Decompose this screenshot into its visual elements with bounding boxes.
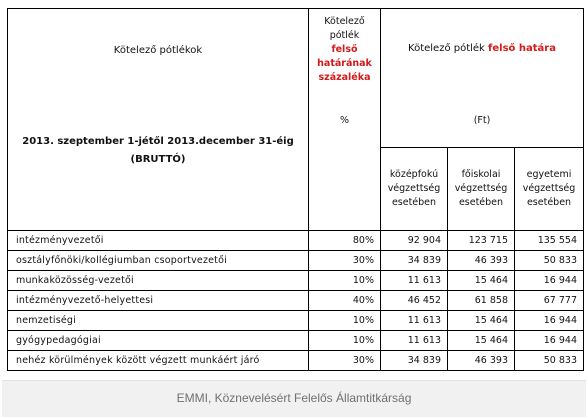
education-col-secondary <box>381 147 448 230</box>
allowance-table <box>7 8 584 371</box>
header-row-top <box>8 9 584 148</box>
amount-secondary: 34 839 <box>381 351 448 371</box>
table-row <box>8 291 584 311</box>
amount-college: 123 715 <box>448 231 515 251</box>
percentage-header-highlight: százaléka <box>318 72 371 83</box>
upper-limit-header-cell <box>381 9 584 148</box>
table-row <box>8 351 584 371</box>
allowance-percent: 10% <box>309 271 381 291</box>
education-col-line: főiskolai <box>461 168 501 180</box>
table-row <box>8 231 584 251</box>
allowance-label: nemzetiségi <box>8 311 309 331</box>
education-col-line: egyetemi <box>526 168 572 180</box>
allowance-percent: 10% <box>309 311 381 331</box>
allowance-label: intézményvezetői <box>8 231 309 251</box>
amount-secondary: 11 613 <box>381 331 448 351</box>
amount-university: 16 944 <box>515 271 584 291</box>
percentage-header <box>309 15 380 85</box>
table-row <box>8 271 584 291</box>
allowance-percent: 80% <box>309 231 381 251</box>
document-page <box>2 2 586 416</box>
allowance-label: intézményvezető-helyettesi <box>8 291 309 311</box>
table-row <box>8 331 584 351</box>
amount-university: 16 944 <box>515 331 584 351</box>
percentage-header-highlight: felső <box>331 44 358 55</box>
table-row <box>8 311 584 331</box>
allowance-label: osztályfőnöki/kollégiumban csoportvezetői <box>8 251 309 271</box>
amount-university: 135 554 <box>515 231 584 251</box>
amount-college: 15 464 <box>448 311 515 331</box>
amount-college: 46 393 <box>448 351 515 371</box>
amount-university: 50 833 <box>515 351 584 371</box>
amount-secondary: 92 904 <box>381 231 448 251</box>
amount-college: 15 464 <box>448 331 515 351</box>
table-title-cell <box>8 9 309 231</box>
education-col-line: végzettség <box>387 182 441 194</box>
allowance-label: munkaközösség-vezetői <box>8 271 309 291</box>
percentage-header-highlight: határának <box>317 58 372 69</box>
allowance-percent: 10% <box>309 331 381 351</box>
allowance-label: gyógypedagógiai <box>8 331 309 351</box>
period-note <box>8 133 308 169</box>
percentage-header-line: pótlék <box>329 30 360 41</box>
allowance-percent: 30% <box>309 251 381 271</box>
percentage-header-cell <box>309 9 381 231</box>
amount-college: 61 858 <box>448 291 515 311</box>
amount-university: 67 777 <box>515 291 584 311</box>
amount-university: 16 944 <box>515 311 584 331</box>
education-col-line: középfokú <box>389 168 439 180</box>
source-caption-bar <box>2 380 586 417</box>
education-col-line: végzettség <box>454 182 508 194</box>
amount-secondary: 46 452 <box>381 291 448 311</box>
upper-limit-header-text: Kötelező pótlék <box>408 43 485 54</box>
amount-secondary: 11 613 <box>381 271 448 291</box>
education-col-college <box>448 147 515 230</box>
source-caption: EMMI, Köznevelésért Felelős Államtitkárság <box>176 391 412 405</box>
allowance-percent: 30% <box>309 351 381 371</box>
percentage-header-line: Kötelező <box>324 16 365 27</box>
education-col-line: végzettség <box>522 182 576 194</box>
education-col-line: esetében <box>458 196 504 208</box>
table-row <box>8 251 584 271</box>
amount-college: 46 393 <box>448 251 515 271</box>
upper-limit-header <box>381 43 583 54</box>
amount-university: 50 833 <box>515 251 584 271</box>
percent-unit: % <box>339 115 350 126</box>
education-col-university <box>515 147 584 230</box>
allowance-label: nehéz körülmények között végzett munkáért járó <box>8 351 309 371</box>
allowance-table-wrapper <box>7 8 583 376</box>
amount-college: 15 464 <box>448 271 515 291</box>
table-title: Kötelező pótlékok <box>113 45 203 56</box>
amount-secondary: 11 613 <box>381 311 448 331</box>
upper-limit-header-highlight: felső határa <box>488 43 556 54</box>
gross-label: (BRUTTÓ) <box>130 154 186 165</box>
allowance-percent: 40% <box>309 291 381 311</box>
amount-secondary: 34 839 <box>381 251 448 271</box>
forint-unit: (Ft) <box>473 115 491 126</box>
education-col-line: esetében <box>391 196 437 208</box>
education-col-line: esetében <box>526 196 572 208</box>
period-line: 2013. szeptember 1-jétől 2013.december 31-éig <box>22 136 294 147</box>
